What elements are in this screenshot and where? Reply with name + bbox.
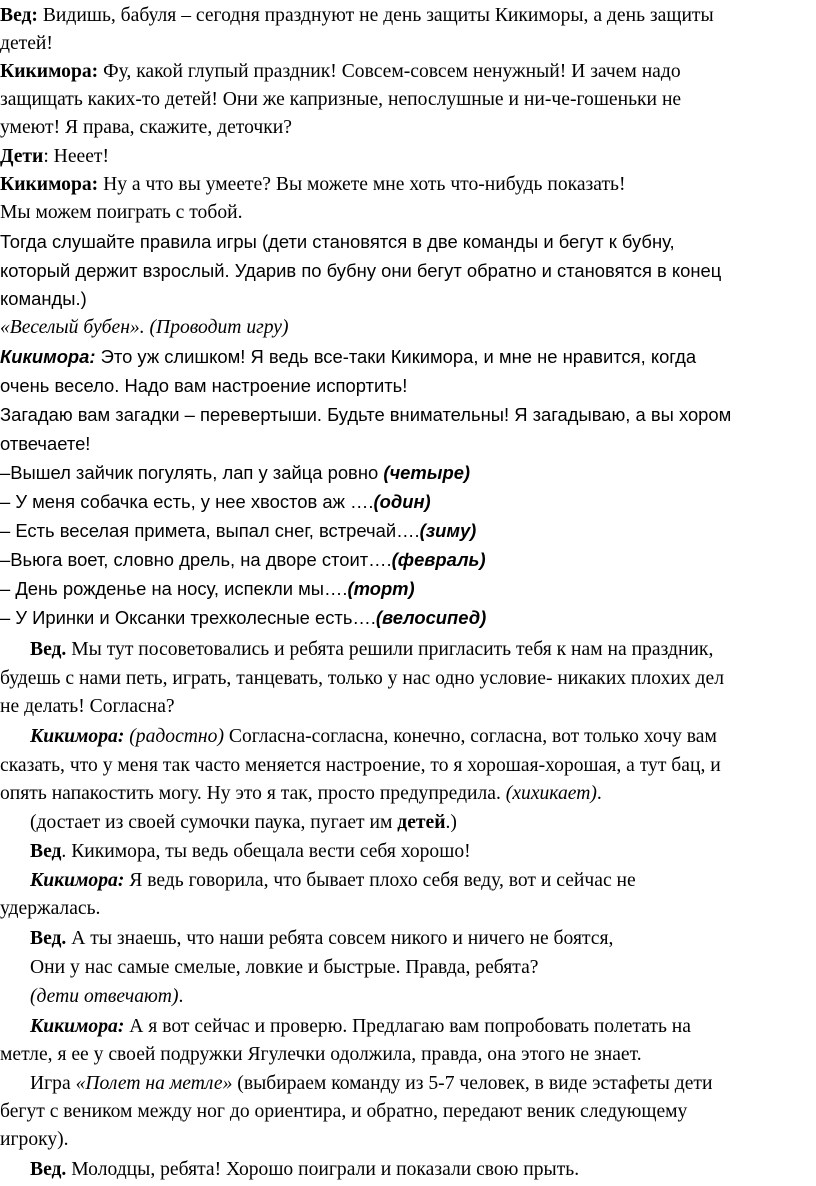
line-text: опять напакостить могу. Ну это я так, просто предупредила. [0,783,506,804]
text-line [0,1126,816,1154]
speaker-label: Кикимора: [30,726,125,747]
speaker-label: Кикимора: [30,870,125,891]
text-line [0,1041,816,1069]
line-text: умеют! Я права, скажите, деточки? [0,117,292,138]
speaker-label: Кикимора: [30,1016,125,1037]
emphasis-text: детей [397,812,446,833]
riddle-text: – Есть веселая примета, выпал снег, встречай…. [0,520,420,541]
line-text: детей! [0,33,53,54]
text-line [30,1070,816,1098]
text-line [0,86,816,114]
riddle-text: – У меня собачка есть, у нее хвостов аж …. [0,491,374,512]
line-text: Видишь, бабуля – сегодня празднуют не день защиты Кикиморы, а день защиты [37,5,714,26]
stage-direction: (хихикает) [505,783,597,804]
text-line [0,199,816,227]
line-text: . Кикимора, ты ведь обещала вести себя хорошо! [61,841,471,862]
text-line [30,983,816,1011]
riddle-text: – День рожденье на носу, испекли мы…. [0,578,348,599]
line-text: (выбираем команду из 5-7 человек, в виде эстафеты дети [232,1073,713,1094]
line-text: . [178,986,184,1007]
riddle-line [0,517,816,545]
text-line [0,30,816,58]
line-text: будешь с нами петь, играть, танцевать, только у нас одно условие- никаких плохих дел [0,668,725,689]
text-line [0,257,816,285]
text-line [0,430,816,458]
line-text: который держит взрослый. Ударив по бубну они бегут обратно и становятся в конец [0,260,722,281]
text-line [0,285,816,313]
stage-direction: (дети отвечают) [30,986,179,1007]
line-text: метле, я ее у своей подружки Ягулечки одолжила, правда, она этого не знает. [0,1044,642,1065]
line-text: Это уж слишком! Я ведь все-таки Кикимора, и мне не нравится, когда [95,346,697,367]
line-text: «Веселый бубен». (Проводит игру) [0,317,289,338]
text-line [30,925,816,953]
stage-direction: (радостно) [124,726,224,747]
text-line [0,372,816,400]
riddle-answer: (четыре) [383,462,471,483]
text-line [30,1013,816,1041]
line-text: отвечаете! [0,433,91,454]
line-text: Мы тут посоветовались и ребята решили пригласить тебя к нам на праздник, [66,639,714,660]
riddle-answer: (февраль) [391,549,486,570]
speaker-label: Вед. [30,928,67,949]
text-line [30,867,816,895]
riddle-line [0,488,816,516]
line-text: . [596,783,602,804]
line-text: Молодцы, ребята! Хорошо поиграли и показали свою прыть. [66,1159,580,1180]
riddle-answer: (торт) [347,578,415,599]
text-line [0,895,816,923]
riddle-line [0,575,816,603]
text-line [30,636,816,664]
line-text: Они у нас самые смелые, ловкие и быстрые. Правда, ребята? [30,957,539,978]
line-text: Фу, какой глупый праздник! Совсем-совсем ненужный! И зачем надо [98,61,681,82]
line-text: Мы можем поиграть с тобой. [0,202,243,223]
speaker-label: Дети [0,146,44,167]
riddle-text: – У Иринки и Оксанки трехколесные есть…. [0,607,376,628]
speaker-label: Вед. [30,639,67,660]
line-text: .) [445,812,457,833]
line-text: сказать, что у меня так часто меняется настроение, то я хорошая-хорошая, а тут бац, и [0,755,721,776]
line-text: команды.) [0,288,87,309]
text-line [0,143,816,171]
text-line [0,693,816,721]
speaker-label: Кикимора: [0,346,96,367]
line-text: очень весело. Надо вам настроение испортить! [0,375,408,396]
text-line [0,228,816,256]
line-text: не делать! Согласна? [0,696,175,717]
text-line [0,665,816,693]
speaker-label: Вед [30,841,62,862]
line-text: Ну а что вы умеете? Вы можете мне хоть что-нибудь показать! [98,174,626,195]
line-text: Тогда слушайте правила игры (дети становятся в две команды и бегут к бубну, [0,231,675,252]
line-text: Загадаю вам загадки – перевертыши. Будьте внимательны! Я загадываю, а вы хором [0,404,732,425]
text-line [0,2,816,30]
game-title: «Полет на метле» [75,1073,233,1094]
speaker-label: Вед: [0,5,38,26]
riddle-text: –Вьюга воет, словно дрель, на дворе стоит…. [0,549,392,570]
speaker-label: Кикимора: [0,61,99,82]
text-line [0,752,816,780]
riddle-answer: (зиму) [419,520,477,541]
riddle-text: –Вышел зайчик погулять, лап у зайца ровно [0,462,384,483]
text-line [0,58,816,86]
line-text: Я ведь говорила, что бывает плохо себя веду, вот и сейчас не [124,870,636,891]
line-text: игроку). [0,1129,69,1150]
line-text: А я вот сейчас и проверю. Предлагаю вам попробовать полетать на [124,1016,691,1037]
line-text: : Нееет! [43,146,110,167]
riddle-line [0,604,816,632]
line-text: А ты знаешь, что наши ребята совсем никого и ничего не боятся, [66,928,614,949]
text-line [30,1156,816,1184]
text-line [30,954,816,982]
speaker-label: Кикимора: [0,174,99,195]
text-line [30,809,816,837]
riddle-answer: (велосипед) [375,607,487,628]
text-line [0,171,816,199]
text-line [0,1098,816,1126]
line-text: удержалась. [0,898,101,919]
line-text: бегут с веником между ног до ориентира, и обратно, передают веник следующему [0,1101,688,1122]
riddle-answer: (один) [373,491,431,512]
line-text: защищать каких-то детей! Они же капризные, непослушные и ни-че-гошеньки не [0,89,682,110]
line-text: Игра [30,1073,76,1094]
riddle-line [0,459,816,487]
text-line [0,114,816,142]
text-line [0,780,816,808]
text-line [0,343,816,371]
text-line [30,723,816,751]
line-text: Согласна-согласна, конечно, согласна, вот только хочу вам [223,726,717,747]
text-line [30,838,816,866]
line-text: (достает из своей сумочки паука, пугает им [30,812,398,833]
riddle-line [0,546,816,574]
text-line [0,314,816,342]
speaker-label: Вед. [30,1159,67,1180]
text-line [0,401,816,429]
